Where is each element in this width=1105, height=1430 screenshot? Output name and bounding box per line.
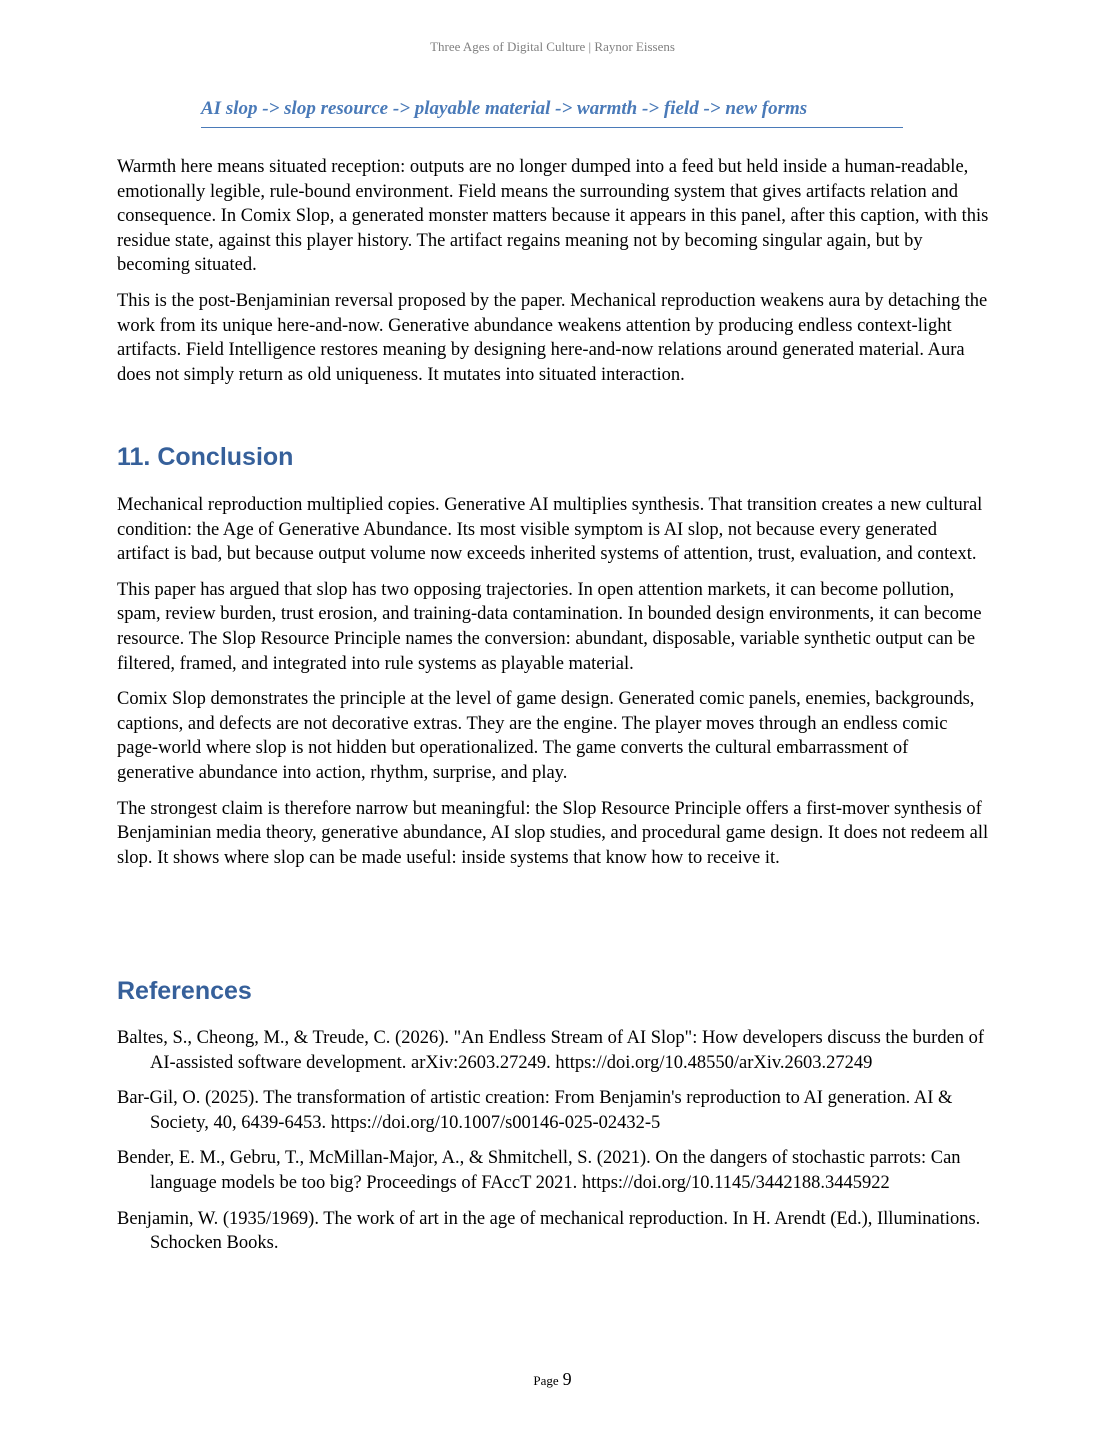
section-body-conclusion xyxy=(117,493,989,881)
reference-item: Baltes, S., Cheong, M., & Treude, C. (2026). "An Endless Stream of AI Slop": How developers discuss the burden of AI-assisted software development. arXiv:2603.27249. https://doi.org/10.48550/arXiv.2603.27249 xyxy=(117,1028,985,1073)
reference-item: Bar-Gil, O. (2025). The transformation of artistic creation: From Benjamin's reproduction to AI generation. AI & Society, 40, 6439-6453. https://doi.org/10.1007/s00146-025-02432-5 xyxy=(117,1088,953,1133)
reference-item: Bender, E. M., Gebru, T., McMillan-Major, A., & Shmitchell, S. (2021). On the dangers of stochastic parrots: Can language models be too big? Proceedings of FAccT 2021. https://doi.org/10.1145/3442188.3445922 xyxy=(117,1148,961,1193)
reference-item: Benjamin, W. (1935/1969). The work of art in the age of mechanical reproduction. In H. Arendt (Ed.), Illuminations. Schocken Books. xyxy=(117,1208,981,1254)
body-paragraph: Comix Slop demonstrates the principle at the level of game design. Generated comic panels, enemies, backgrounds, captions, and defects are not decorative extras. They are the engine. The player moves through an endless comic page-world where slop is not hidden but operationalized. The game converts the cultural embarrassment of generative abundance into action, rhythm, surprise, and play. xyxy=(117,689,975,783)
body-paragraph: Warmth here means situated reception: outputs are no longer dumped into a feed but held inside a human-readable, emotionally legible, rule-bound environment. Field means the surrounding system that gives artifacts relation and consequence. In Comix Slop, a generated monster matters because it appears in this panel, after this caption, with this residue state, against this player history. The artifact regains meaning not by becoming singular again, but by becoming situated. xyxy=(117,157,989,276)
pull-quote: AI slop -> slop resource -> playable material -> warmth -> field -> new forms xyxy=(201,97,903,128)
body-paragraph: This is the post-Benjaminian reversal proposed by the paper. Mechanical reproduction weakens aura by detaching the work from its unique here-and-now. Generative abundance weakens attention by producing endless context-light artifacts. Field Intelligence restores meaning by designing here-and-now relations around generated material. Aura does not simply return as old uniqueness. It mutates into situated interaction. xyxy=(117,290,988,385)
section-body-previous xyxy=(117,155,989,398)
page-footer xyxy=(0,1369,1105,1390)
body-paragraph: The strongest claim is therefore narrow but meaningful: the Slop Resource Principle offers a first-mover synthesis of Benjaminian media theory, generative abundance, AI slop studies, and procedural game design. It does not redeem all slop. It shows where slop can be made useful: inside systems that know how to receive it. xyxy=(117,798,989,868)
page-label: Page xyxy=(533,1373,559,1388)
section-heading-conclusion: 11. Conclusion xyxy=(117,443,294,471)
running-header: Three Ages of Digital Culture | Raynor Eissens xyxy=(430,39,675,54)
reference-list xyxy=(117,1026,989,1267)
body-paragraph: Mechanical reproduction multiplied copies. Generative AI multiplies synthesis. That transition creates a new cultural condition: the Age of Generative Abundance. Its most visible symptom is AI slop, not because every generated artifact is bad, but because output volume now exceeds inherited systems of attention, trust, evaluation, and context. xyxy=(117,495,983,565)
section-heading-references: References xyxy=(117,977,252,1005)
body-paragraph: This paper has argued that slop has two opposing trajectories. In open attention markets, it can become pollution, spam, review burden, trust erosion, and training-data contamination. In bounded design environments, it can become resource. The Slop Resource Principle names the conversion: abundant, disposable, variable synthetic output can be filtered, framed, and integrated into rule systems as playable material. xyxy=(117,579,982,674)
page-number: 9 xyxy=(562,1369,572,1389)
